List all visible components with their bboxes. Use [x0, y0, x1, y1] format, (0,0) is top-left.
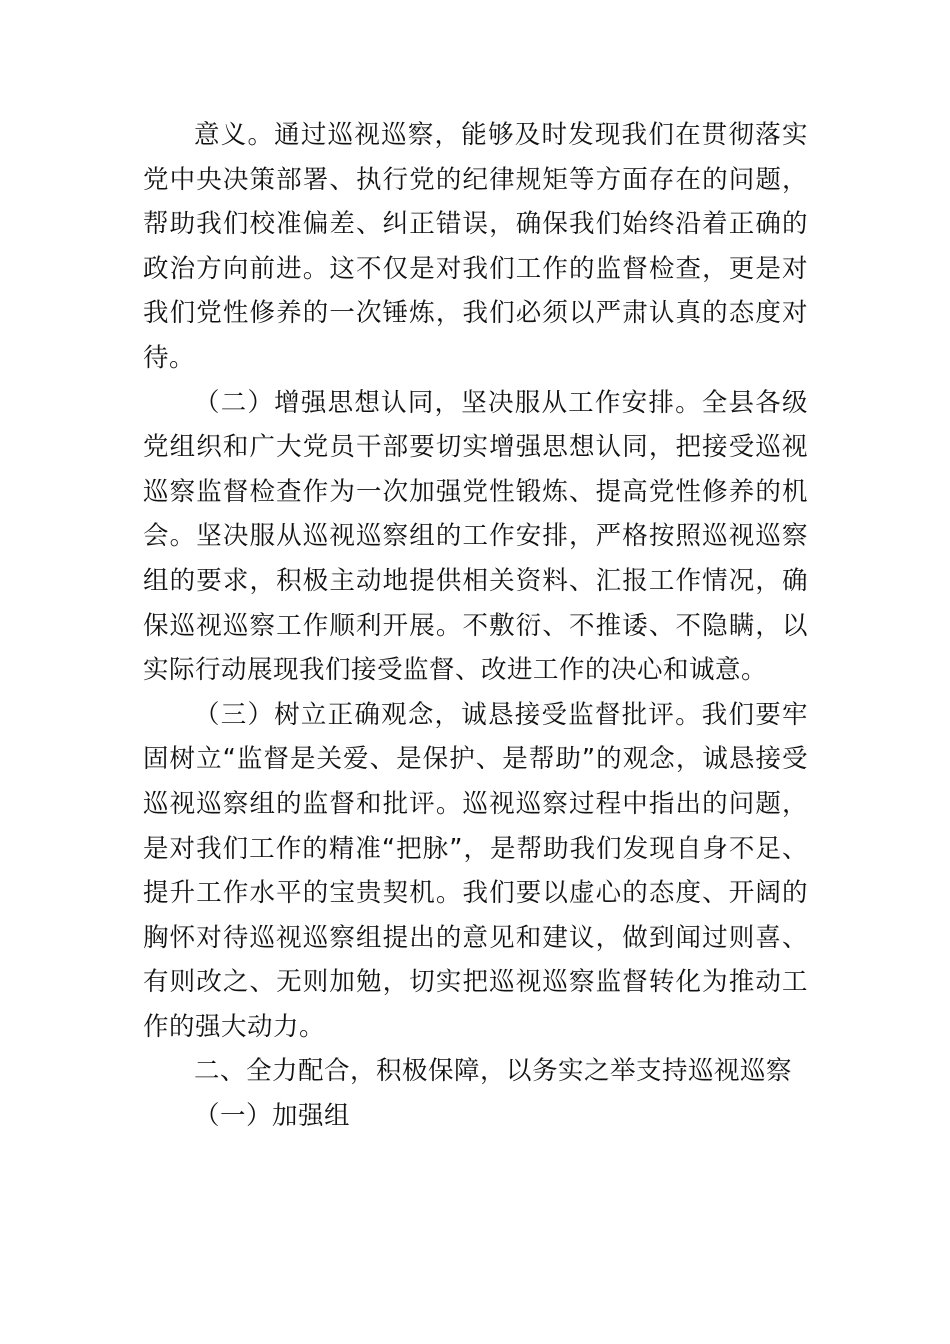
paragraph-ideological-identity: （二）增强思想认同，坚决服从工作安排。全县各级党组织和广大党员干部要切实增强思想认同，把接受巡视巡察监督检查作为一次加强党性锻炼、提高党性修养的机会。坚决服从巡视巡察组的工作安排，严格按照巡视巡察组的要求，积极主动地提供相关资料、汇报工作情况，确保巡视巡察工作顺利开展。不敷衍、不推诿、不隐瞒，以实际行动展现我们接受监督、改进工作的决心和诚意。: [143, 387, 808, 686]
paragraph-correct-concept: （三）树立正确观念，诚恳接受监督批评。我们要牢固树立“监督是关爱、是保护、是帮助”的观念，诚恳接受巡视巡察组的监督和批评。巡视巡察过程中指出的问题，是对我们工作的精准“把脉”，是帮助我们发现自身不足、提升工作水平的宝贵契机。我们要以虚心的态度、开阔的胸怀对待巡视巡察组提出的意见和建议，做到闻过则喜、有则改之、无则加勉，切实把巡视巡察监督转化为推动工作的强大动力。: [143, 699, 808, 1042]
paragraph-strengthen-organization: （一）加强组: [194, 1101, 351, 1132]
section-heading-cooperation: 二、全力配合，积极保障，以务实之举支持巡视巡察: [194, 1056, 793, 1087]
document-body: [143, 113, 808, 1139]
paragraph-significance: 意义。通过巡视巡察，能够及时发现我们在贯彻落实党中央决策部署、执行党的纪律规矩等方面存在的问题，帮助我们校准偏差、纠正错误，确保我们始终沿着正确的政治方向前进。这不仅是对我们工作的监督检查，更是对我们党性修养的一次锤炼，我们必须以严肃认真的态度对待。: [143, 120, 808, 373]
